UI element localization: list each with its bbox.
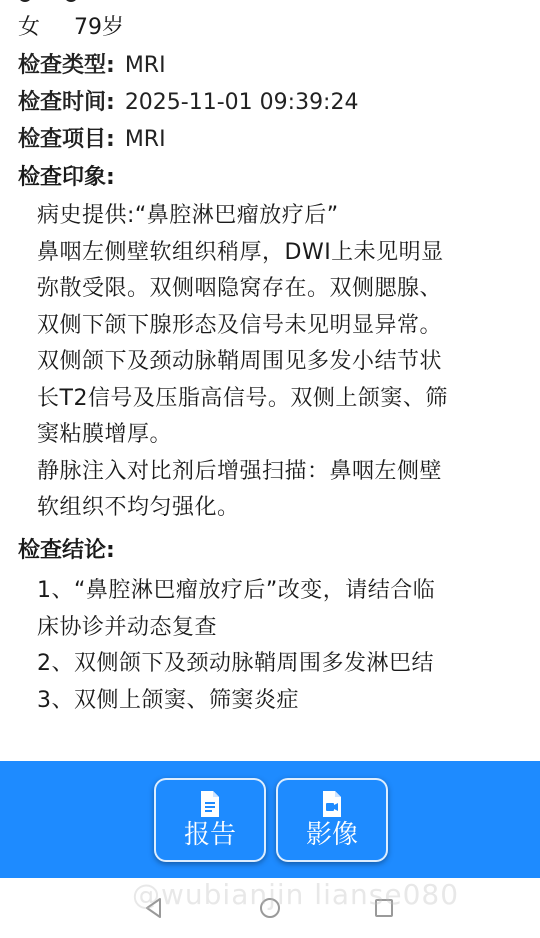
conclusion-line: 床协诊并动态复查 bbox=[37, 614, 218, 640]
impression-line: 鼻咽左侧壁软组织稍厚，DWI上未见明显 bbox=[37, 239, 444, 265]
action-bar bbox=[0, 761, 540, 878]
cut-off-header bbox=[18, 0, 88, 6]
conclusion-line: 3、双侧上颌窦、筛窦炎症 bbox=[37, 687, 299, 713]
exam-item-row bbox=[18, 126, 166, 154]
impression-text bbox=[37, 198, 507, 527]
impression-title: 检查印象: bbox=[18, 165, 115, 190]
impression-line: 病史提供:“鼻腔淋巴瘤放疗后” bbox=[37, 203, 339, 228]
image-button[interactable] bbox=[276, 778, 388, 862]
impression-line: 长T2信号及压脂高信号。双侧上颌窦、筛 bbox=[37, 385, 448, 411]
image-button-label: 影像 bbox=[305, 820, 358, 850]
patient-gender: 女 bbox=[18, 15, 41, 40]
exam-item-label: 检查项目: bbox=[18, 127, 115, 152]
conclusion-line: 2、双侧颌下及颈动脉鞘周围多发淋巴结 bbox=[37, 651, 434, 676]
report-button-label: 报告 bbox=[183, 820, 236, 850]
exam-time-label: 检查时间: bbox=[18, 90, 115, 115]
patient-age: 79岁 bbox=[74, 15, 125, 40]
patient-info bbox=[18, 14, 124, 42]
report-button[interactable] bbox=[154, 778, 266, 862]
conclusion-title: 检查结论: bbox=[18, 538, 115, 563]
exam-time-row bbox=[18, 89, 358, 117]
exam-type-row bbox=[18, 52, 166, 80]
exam-type-label: 检查类型: bbox=[18, 53, 115, 78]
exam-time-value: 2025-11-01 09:39:24 bbox=[124, 90, 359, 115]
conclusion-line: 1、“鼻腔淋巴瘤放疗后”改变，请结合临 bbox=[37, 578, 436, 603]
impression-line: 软组织不均匀强化。 bbox=[37, 495, 240, 520]
watermark: @wubianjin lianse080 bbox=[132, 878, 460, 911]
impression-line: 静脉注入对比剂后增强扫描：鼻咽左侧壁 bbox=[37, 458, 443, 484]
exam-item-value: MRI bbox=[124, 127, 166, 152]
conclusion-text bbox=[37, 573, 507, 719]
impression-line: 窦粘膜增厚。 bbox=[37, 422, 173, 447]
impression-line: 双侧颌下及颈动脉鞘周围见多发小结节状 bbox=[37, 349, 443, 374]
document-icon bbox=[198, 790, 222, 818]
video-file-icon bbox=[320, 790, 344, 818]
exam-type-value: MRI bbox=[124, 53, 166, 78]
impression-line: 双侧下颌下腺形态及信号未见明显异常。 bbox=[37, 312, 443, 338]
impression-line: 弥散受限。双侧咽隐窝存在。双侧腮腺、 bbox=[37, 276, 443, 301]
